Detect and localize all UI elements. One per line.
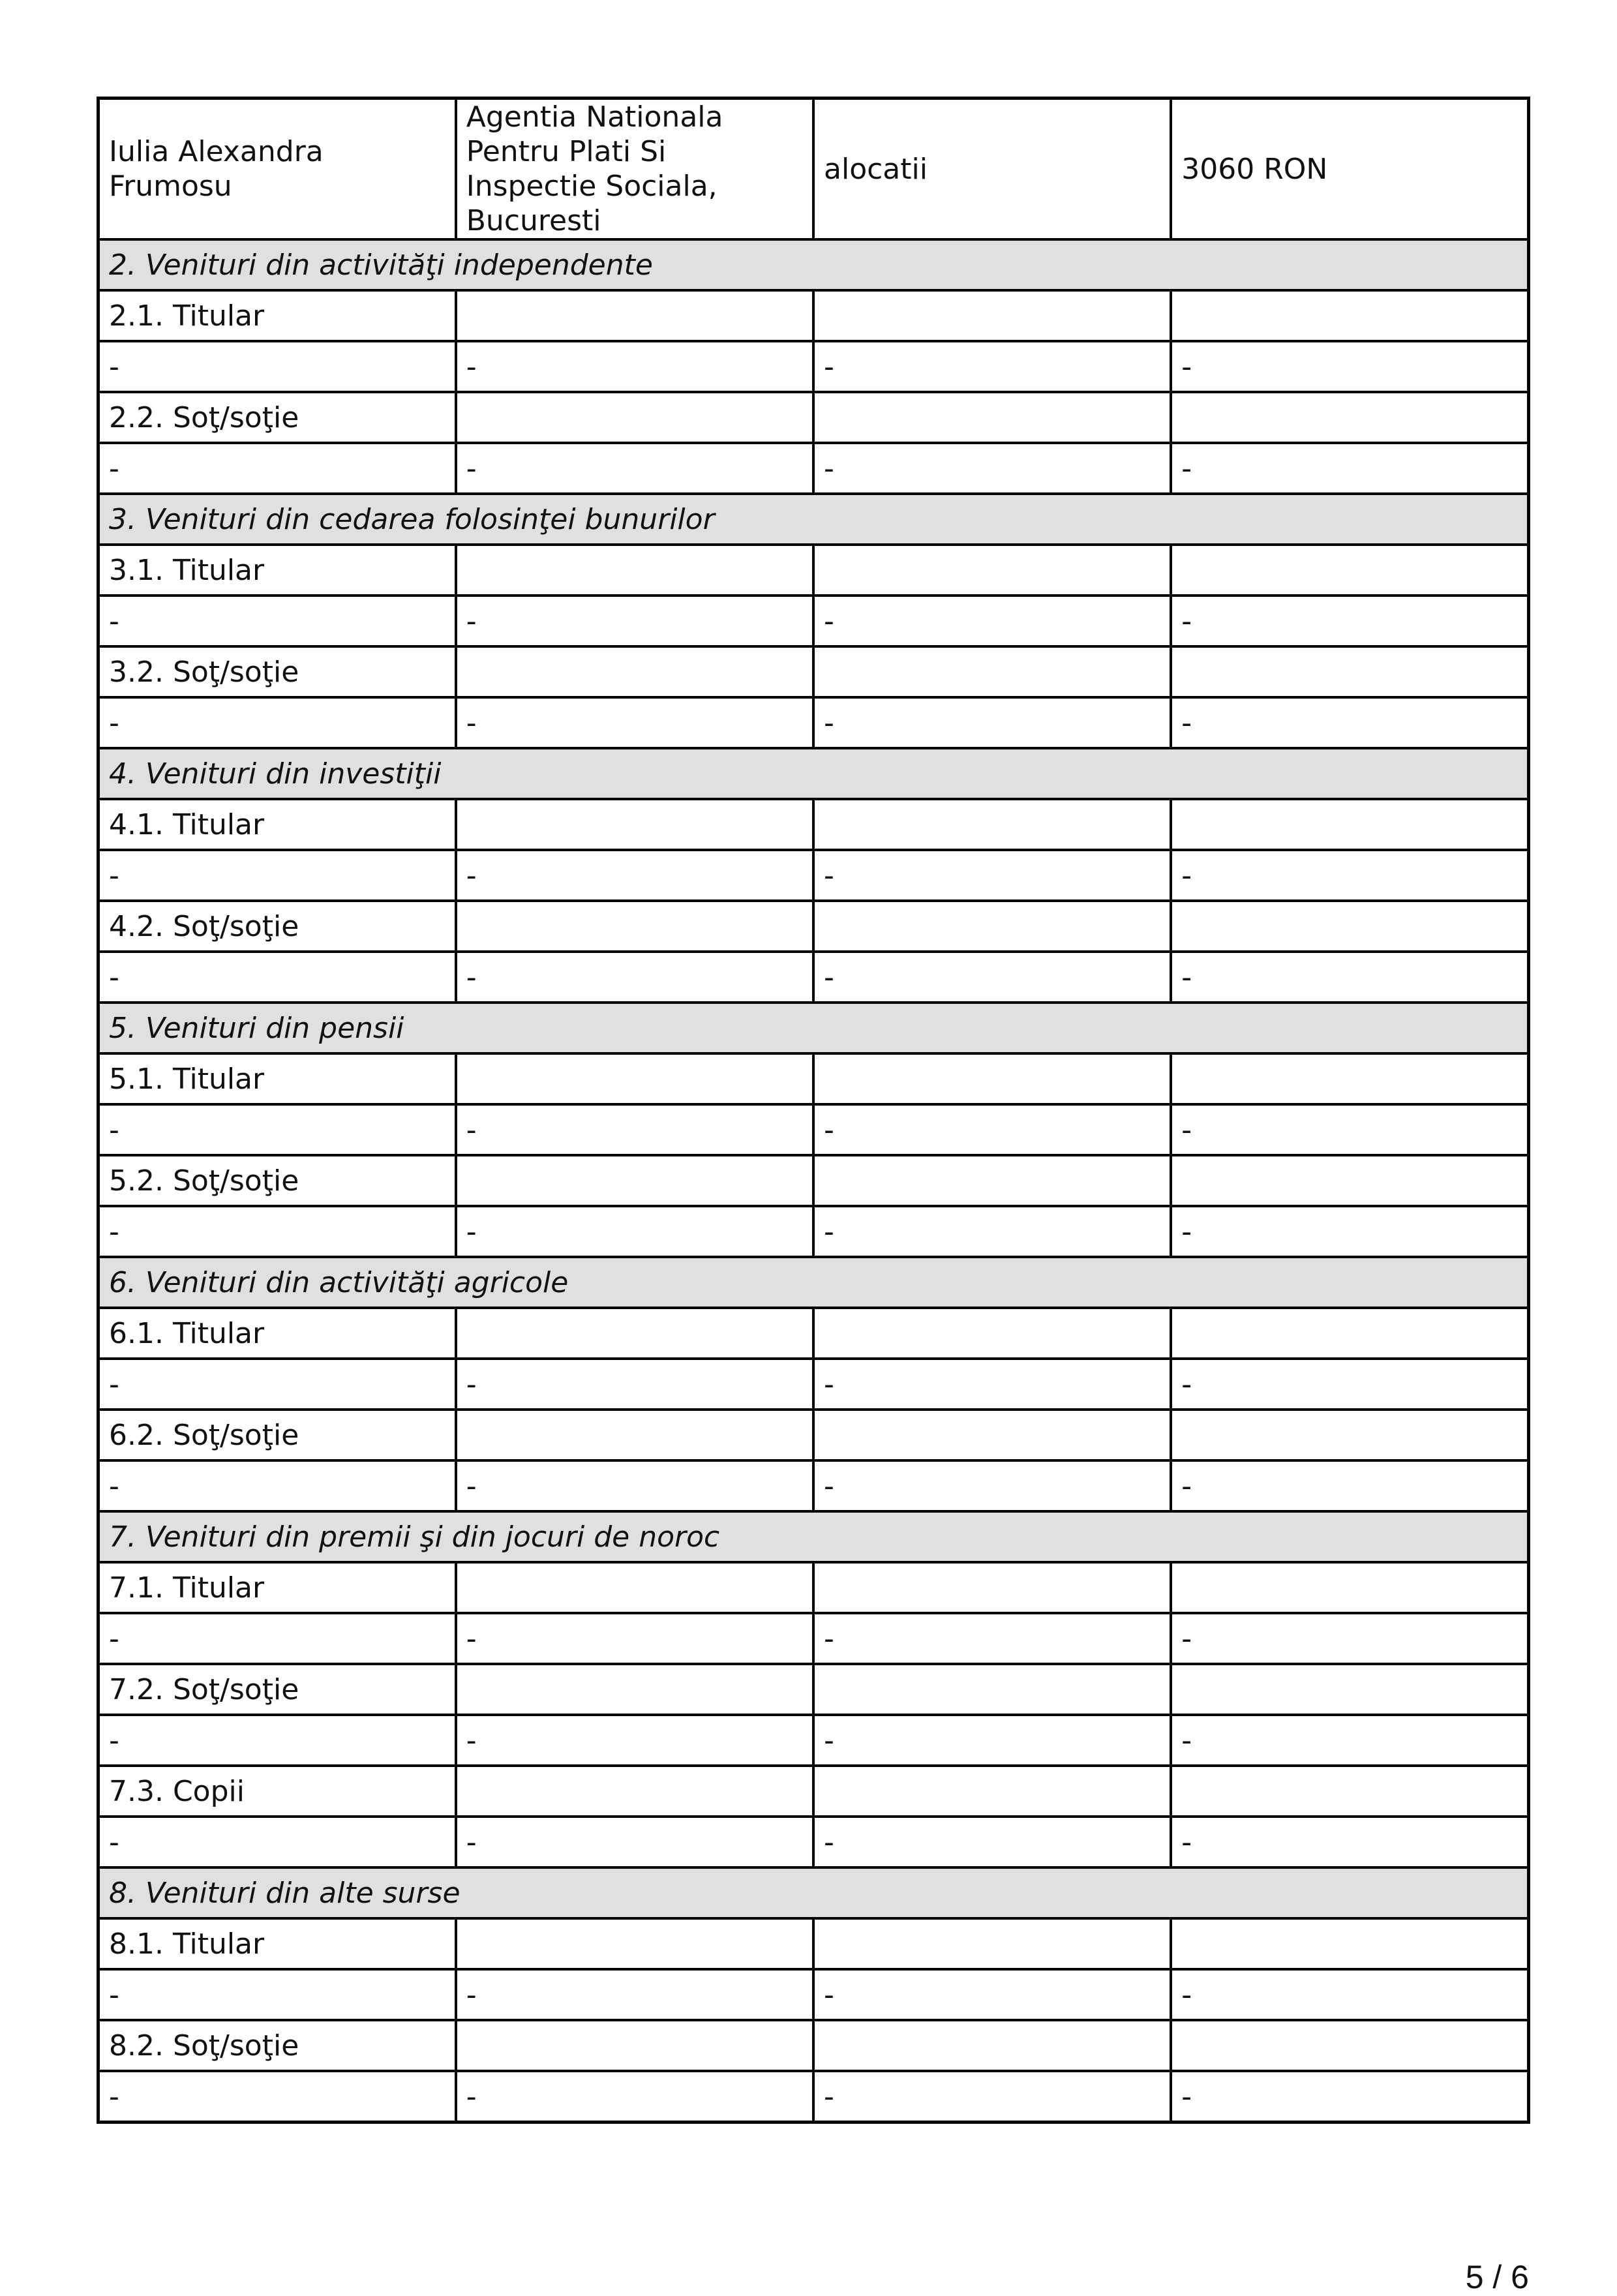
section-title: 7. Venituri din premii şi din jocuri de noroc bbox=[98, 1511, 1529, 1562]
table-row bbox=[98, 1613, 1529, 1664]
table-cell-source: Agentia Nationala Pentru Plati Si Inspectie Sociala, Bucuresti bbox=[456, 98, 813, 240]
subsection-row bbox=[98, 1562, 1529, 1613]
table-cell: - bbox=[813, 2071, 1171, 2122]
table-cell: - bbox=[1171, 443, 1528, 494]
table-cell bbox=[1171, 2020, 1528, 2071]
table-row bbox=[98, 2071, 1529, 2122]
table-cell: - bbox=[98, 1359, 456, 1410]
table-cell: - bbox=[456, 850, 813, 901]
table-row bbox=[98, 1715, 1529, 1766]
table-cell bbox=[456, 1918, 813, 1969]
table-cell: - bbox=[1171, 596, 1528, 646]
table-cell: - bbox=[456, 1460, 813, 1511]
table-cell: - bbox=[98, 1969, 456, 2020]
table-row bbox=[98, 697, 1529, 748]
table-cell: - bbox=[1171, 341, 1528, 392]
table-cell: - bbox=[1171, 1359, 1528, 1410]
table-cell: - bbox=[456, 1817, 813, 1867]
subsection-row bbox=[98, 545, 1529, 596]
table-cell: - bbox=[98, 443, 456, 494]
table-cell: - bbox=[813, 850, 1171, 901]
table-cell: - bbox=[813, 952, 1171, 1003]
section-header-row bbox=[98, 748, 1529, 799]
table-cell bbox=[1171, 1155, 1528, 1206]
section-header-row bbox=[98, 494, 1529, 545]
table-cell: - bbox=[813, 443, 1171, 494]
table-cell bbox=[456, 1155, 813, 1206]
table-cell bbox=[1171, 1053, 1528, 1104]
table-row bbox=[98, 1206, 1529, 1257]
table-cell: - bbox=[456, 443, 813, 494]
section-header-row bbox=[98, 1511, 1529, 1562]
table-cell bbox=[813, 290, 1171, 341]
table-cell: - bbox=[456, 1613, 813, 1664]
table-cell bbox=[813, 1918, 1171, 1969]
table-cell bbox=[1171, 1562, 1528, 1613]
income-table bbox=[97, 97, 1530, 2124]
table-cell: - bbox=[1171, 1969, 1528, 2020]
table-cell: - bbox=[813, 596, 1171, 646]
table-cell bbox=[1171, 392, 1528, 443]
table-cell bbox=[813, 1155, 1171, 1206]
table-cell: - bbox=[1171, 1613, 1528, 1664]
table-cell bbox=[1171, 1918, 1528, 1969]
table-cell bbox=[813, 2020, 1171, 2071]
page-number: 5 / 6 bbox=[1465, 2259, 1529, 2295]
table-cell: - bbox=[98, 1104, 456, 1155]
section-title: 4. Venituri din investiţii bbox=[98, 748, 1529, 799]
table-cell bbox=[813, 799, 1171, 850]
table-cell: - bbox=[813, 341, 1171, 392]
table-cell bbox=[1171, 290, 1528, 341]
table-row bbox=[98, 952, 1529, 1003]
table-cell: - bbox=[456, 697, 813, 748]
table-cell bbox=[813, 1308, 1171, 1359]
section-title: 6. Venituri din activităţi agricole bbox=[98, 1257, 1529, 1308]
table-cell bbox=[456, 1308, 813, 1359]
section-header-row bbox=[98, 239, 1529, 290]
table-cell: - bbox=[1171, 1104, 1528, 1155]
table-cell: - bbox=[98, 1206, 456, 1257]
table-cell bbox=[456, 901, 813, 952]
table-cell bbox=[456, 1410, 813, 1460]
table-cell bbox=[813, 1664, 1171, 1715]
subsection-label: 3.2. Soţ/soţie bbox=[98, 646, 456, 697]
table-cell: - bbox=[456, 341, 813, 392]
table-cell: - bbox=[98, 850, 456, 901]
subsection-label: 7.2. Soţ/soţie bbox=[98, 1664, 456, 1715]
table-cell bbox=[456, 1664, 813, 1715]
subsection-label: 4.1. Titular bbox=[98, 799, 456, 850]
subsection-row bbox=[98, 1053, 1529, 1104]
table-row bbox=[98, 443, 1529, 494]
table-cell: - bbox=[1171, 1715, 1528, 1766]
table-cell: - bbox=[813, 1817, 1171, 1867]
table-cell bbox=[456, 290, 813, 341]
subsection-label: 5.1. Titular bbox=[98, 1053, 456, 1104]
table-row bbox=[98, 1969, 1529, 2020]
table-cell bbox=[813, 545, 1171, 596]
subsection-label: 6.2. Soţ/soţie bbox=[98, 1410, 456, 1460]
table-cell bbox=[813, 646, 1171, 697]
subsection-row bbox=[98, 1410, 1529, 1460]
table-cell: - bbox=[813, 1460, 1171, 1511]
table-cell bbox=[456, 1766, 813, 1817]
table-cell: - bbox=[813, 1613, 1171, 1664]
table-cell bbox=[456, 646, 813, 697]
subsection-label: 5.2. Soţ/soţie bbox=[98, 1155, 456, 1206]
section-title: 3. Venituri din cedarea folosinţei bunurilor bbox=[98, 494, 1529, 545]
table-cell bbox=[456, 392, 813, 443]
table-cell: - bbox=[1171, 697, 1528, 748]
table-cell bbox=[456, 799, 813, 850]
subsection-label: 2.2. Soţ/soţie bbox=[98, 392, 456, 443]
subsection-row bbox=[98, 901, 1529, 952]
subsection-label: 4.2. Soţ/soţie bbox=[98, 901, 456, 952]
table-cell: - bbox=[1171, 1206, 1528, 1257]
table-cell bbox=[813, 392, 1171, 443]
table-cell: - bbox=[456, 2071, 813, 2122]
table-cell: - bbox=[98, 1817, 456, 1867]
section-header-row bbox=[98, 1003, 1529, 1053]
table-cell bbox=[813, 1562, 1171, 1613]
table-cell: - bbox=[813, 1715, 1171, 1766]
subsection-label: 7.3. Copii bbox=[98, 1766, 456, 1817]
section-header-row bbox=[98, 1257, 1529, 1308]
table-cell: - bbox=[456, 1969, 813, 2020]
table-cell: - bbox=[98, 952, 456, 1003]
subsection-label: 2.1. Titular bbox=[98, 290, 456, 341]
table-cell: - bbox=[98, 1613, 456, 1664]
table-cell bbox=[813, 1053, 1171, 1104]
table-cell: - bbox=[813, 1359, 1171, 1410]
subsection-row bbox=[98, 1918, 1529, 1969]
table-cell bbox=[1171, 1410, 1528, 1460]
table-cell: - bbox=[98, 1715, 456, 1766]
table-cell bbox=[1171, 1308, 1528, 1359]
subsection-row bbox=[98, 1766, 1529, 1817]
table-cell bbox=[813, 1766, 1171, 1817]
subsection-label: 3.1. Titular bbox=[98, 545, 456, 596]
table-cell bbox=[1171, 799, 1528, 850]
table-cell bbox=[813, 1410, 1171, 1460]
table-cell bbox=[1171, 1766, 1528, 1817]
table-cell bbox=[456, 2020, 813, 2071]
table-cell: - bbox=[1171, 850, 1528, 901]
table-cell: - bbox=[813, 1206, 1171, 1257]
table-cell: - bbox=[456, 952, 813, 1003]
table-row bbox=[98, 850, 1529, 901]
subsection-label: 8.1. Titular bbox=[98, 1918, 456, 1969]
table-cell: - bbox=[456, 1104, 813, 1155]
section-title: 2. Venituri din activităţi independente bbox=[98, 239, 1529, 290]
table-cell: - bbox=[456, 1359, 813, 1410]
table-cell: - bbox=[1171, 2071, 1528, 2122]
table-cell: - bbox=[98, 2071, 456, 2122]
subsection-row bbox=[98, 290, 1529, 341]
subsection-row bbox=[98, 2020, 1529, 2071]
table-cell bbox=[1171, 901, 1528, 952]
table-cell: - bbox=[813, 1104, 1171, 1155]
subsection-label: 6.1. Titular bbox=[98, 1308, 456, 1359]
table-cell bbox=[456, 1053, 813, 1104]
table-row bbox=[98, 596, 1529, 646]
table-cell bbox=[1171, 646, 1528, 697]
table-cell: - bbox=[98, 697, 456, 748]
table-cell: - bbox=[1171, 1817, 1528, 1867]
section-title: 5. Venituri din pensii bbox=[98, 1003, 1529, 1053]
table-row bbox=[98, 98, 1529, 240]
table-cell: - bbox=[813, 697, 1171, 748]
table-cell bbox=[1171, 545, 1528, 596]
subsection-row bbox=[98, 646, 1529, 697]
table-cell: - bbox=[813, 1969, 1171, 2020]
table-cell: - bbox=[456, 1206, 813, 1257]
table-cell bbox=[456, 1562, 813, 1613]
table-row bbox=[98, 1817, 1529, 1867]
table-cell-amount: 3060 RON bbox=[1171, 98, 1528, 240]
subsection-label: 7.1. Titular bbox=[98, 1562, 456, 1613]
table-cell: - bbox=[456, 596, 813, 646]
table-cell: - bbox=[98, 596, 456, 646]
table-cell: - bbox=[1171, 952, 1528, 1003]
subsection-row bbox=[98, 1308, 1529, 1359]
table-cell bbox=[1171, 1664, 1528, 1715]
section-title: 8. Venituri din alte surse bbox=[98, 1867, 1529, 1918]
table-cell-name: Iulia Alexandra Frumosu bbox=[98, 98, 456, 240]
income-table-body bbox=[98, 98, 1529, 2122]
table-cell-service: alocatii bbox=[813, 98, 1171, 240]
table-row bbox=[98, 1460, 1529, 1511]
subsection-row bbox=[98, 1155, 1529, 1206]
table-cell: - bbox=[98, 341, 456, 392]
table-row bbox=[98, 1359, 1529, 1410]
subsection-row bbox=[98, 799, 1529, 850]
section-header-row bbox=[98, 1867, 1529, 1918]
table-row bbox=[98, 341, 1529, 392]
subsection-label: 8.2. Soţ/soţie bbox=[98, 2020, 456, 2071]
table-cell bbox=[813, 901, 1171, 952]
table-cell: - bbox=[98, 1460, 456, 1511]
table-cell: - bbox=[456, 1715, 813, 1766]
table-cell bbox=[456, 545, 813, 596]
table-cell: - bbox=[1171, 1460, 1528, 1511]
subsection-row bbox=[98, 1664, 1529, 1715]
subsection-row bbox=[98, 392, 1529, 443]
table-row bbox=[98, 1104, 1529, 1155]
